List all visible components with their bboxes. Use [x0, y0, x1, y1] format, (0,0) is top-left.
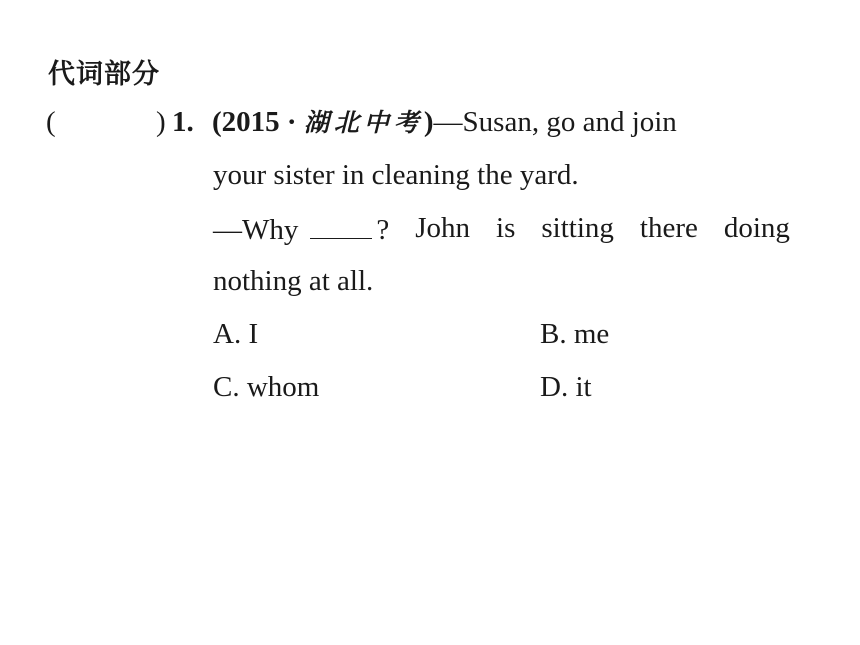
word: sitting	[541, 212, 614, 244]
answer-bracket-close: )	[156, 106, 166, 138]
option-c[interactable]: C. whom	[213, 371, 320, 403]
source-close-paren: )	[423, 106, 434, 138]
question-line-3-start	[213, 214, 389, 245]
question-number: 1.	[172, 106, 194, 138]
question-line-4: nothing at all.	[213, 265, 374, 297]
word: there	[639, 212, 698, 244]
question-line-1	[212, 108, 677, 137]
question-line-1-text: —Susan, go and join	[433, 106, 677, 138]
word: is	[496, 212, 516, 244]
word: doing	[723, 212, 790, 244]
source-place: 湖北中考	[303, 108, 424, 137]
answer-bracket-open: (	[46, 106, 56, 138]
question-line-2: your sister in cleaning the yard.	[213, 159, 579, 191]
source-year: 2015	[221, 106, 280, 138]
word: John	[415, 212, 471, 244]
option-d[interactable]: D. it	[540, 371, 592, 403]
option-a[interactable]: A. I	[213, 318, 259, 350]
section-title: 代词部分	[48, 59, 160, 90]
source-open-paren: (	[212, 106, 222, 138]
word-why: —Why	[213, 214, 299, 246]
question-mark: ?	[376, 214, 390, 246]
option-b[interactable]: B. me	[540, 318, 610, 350]
question-line-3	[213, 214, 790, 245]
answer-blank[interactable]	[310, 214, 372, 239]
source-dot: ·	[279, 106, 304, 138]
question-source	[212, 106, 434, 138]
